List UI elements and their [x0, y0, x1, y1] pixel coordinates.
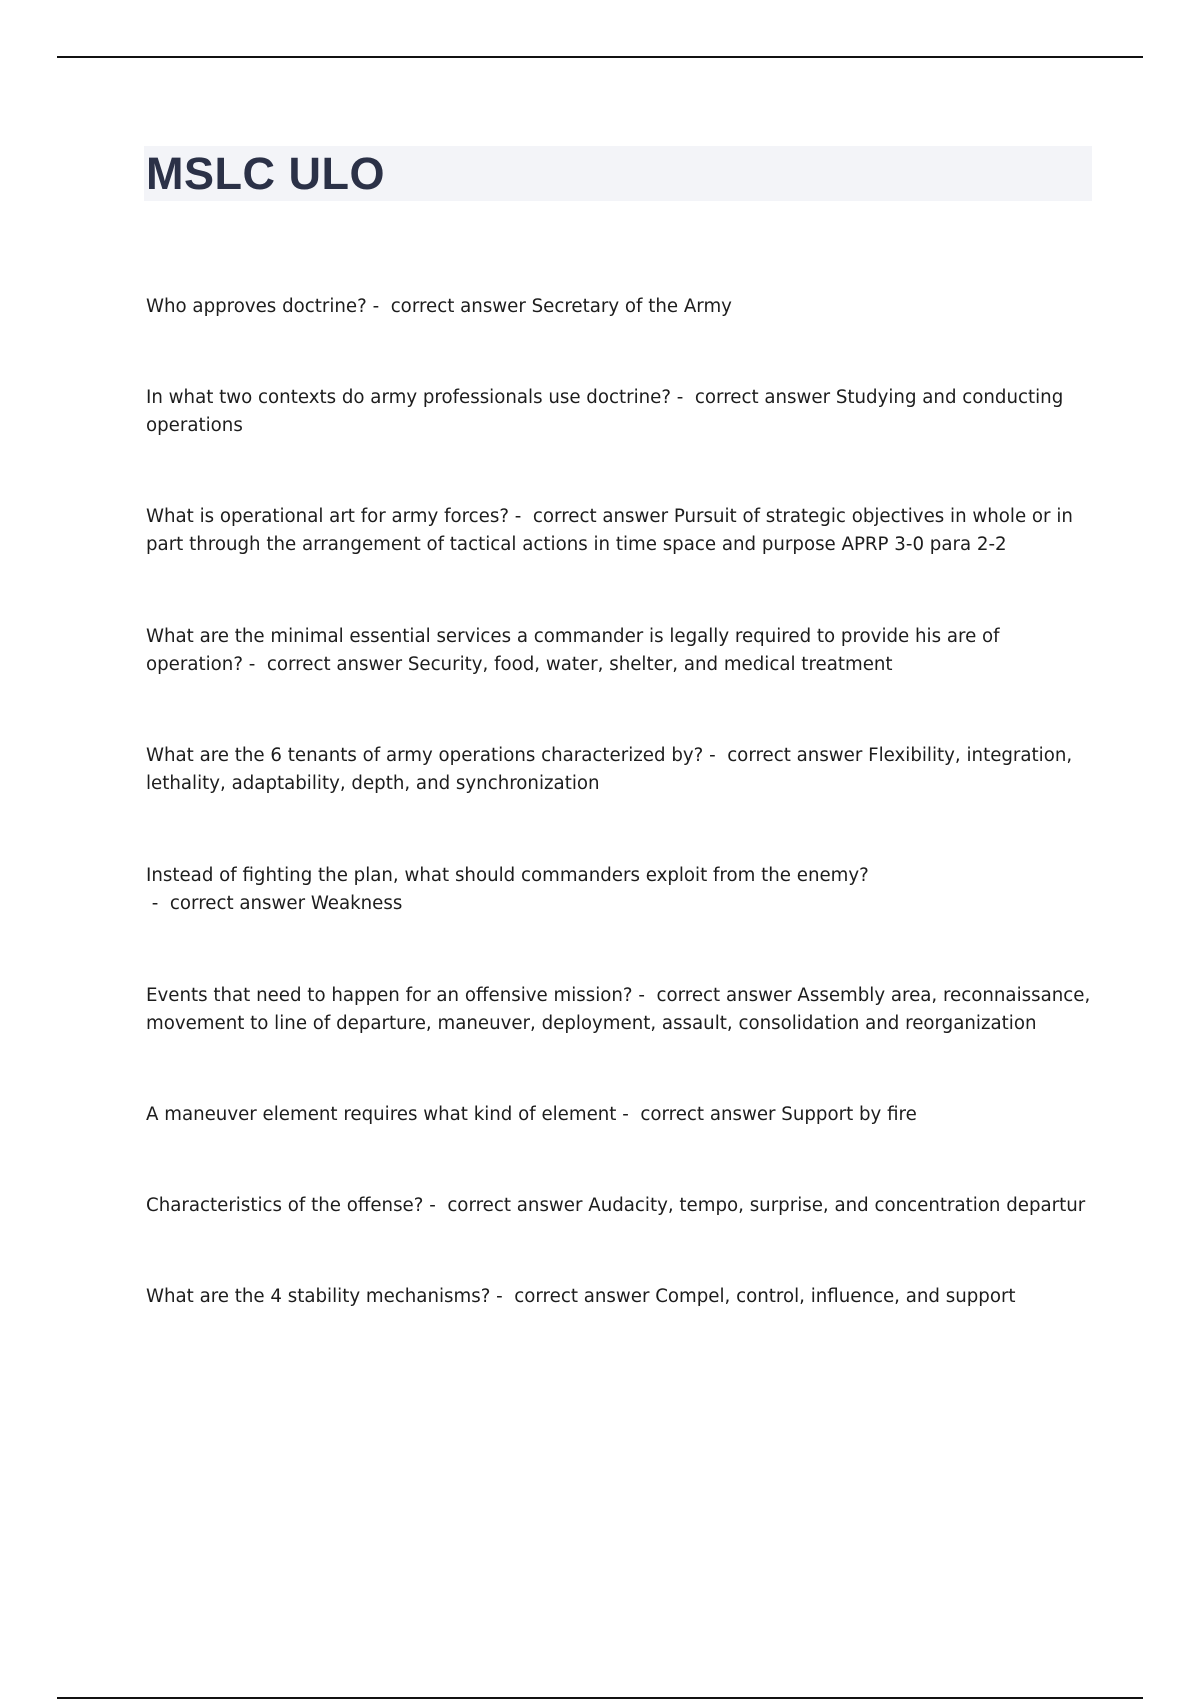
qa-item	[146, 623, 1096, 679]
qa-item	[146, 742, 1096, 798]
question-text: Events that need to happen for an offensive mission?	[146, 985, 633, 1006]
question-text: In what two contexts do army professionals use doctrine?	[146, 387, 672, 408]
qa-item	[146, 862, 1096, 918]
qa-item	[146, 503, 1096, 559]
answer-text: Secretary of the Army	[531, 296, 732, 317]
answer-separator: - correct answer	[242, 654, 408, 675]
answer-separator: - correct answer	[366, 296, 532, 317]
qa-item	[146, 982, 1096, 1038]
answer-separator: - correct answer	[703, 745, 869, 766]
answer-separator: - correct answer	[632, 985, 798, 1006]
top-rule	[57, 56, 1143, 58]
answer-text: Flexibility, integration, lethality, adaptability, depth, and synchronization	[146, 745, 1073, 794]
qa-item	[146, 1192, 1096, 1220]
qa-item	[146, 1101, 1096, 1129]
question-text: Characteristics of the offense?	[146, 1195, 424, 1216]
answer-text: Compel, control, influence, and support	[655, 1286, 1016, 1307]
qa-item	[146, 384, 1096, 440]
question-text: What is operational art for army forces?	[146, 506, 509, 527]
qa-item	[146, 293, 1096, 321]
answer-separator: - correct answer	[616, 1104, 782, 1125]
answer-text: Security, food, water, shelter, and medical treatment	[407, 654, 893, 675]
answer-separator: - correct answer	[146, 893, 311, 914]
answer-text: Studying and conducting operations	[146, 387, 1064, 436]
answer-text: Support by fire	[781, 1104, 917, 1125]
question-text: What are the minimal essential services a commander is legally required to provide his are of operation?	[146, 626, 1000, 675]
answer-separator: - correct answer	[423, 1195, 589, 1216]
answer-separator: - correct answer	[671, 387, 836, 408]
answer-separator: - correct answer	[490, 1286, 656, 1307]
bottom-rule	[57, 1697, 1143, 1699]
question-text: What are the 4 stability mechanisms?	[146, 1286, 491, 1307]
answer-text: Weakness	[310, 893, 403, 914]
answer-text: Assembly area, reconnaissance, movement to line of departure, maneuver, deployment, assault, consolidation and reorganization	[146, 985, 1091, 1034]
answer-text: Audacity, tempo, surprise, and concentration departur	[588, 1195, 1086, 1216]
question-text: A maneuver element requires what kind of element	[146, 1104, 617, 1125]
qa-item	[146, 1283, 1096, 1311]
answer-text: Pursuit of strategic objectives in whole or in part through the arrangement of tactical actions in time space and purpose APRP 3-0 para 2-2	[146, 506, 1073, 555]
question-text: Who approves doctrine?	[146, 296, 367, 317]
question-text: Instead of fighting the plan, what should commanders exploit from the enemy?	[146, 865, 869, 886]
question-text: What are the 6 tenants of army operations characterized by?	[146, 745, 704, 766]
page-title: MSLC ULO	[146, 148, 385, 199]
answer-separator: - correct answer	[509, 506, 674, 527]
